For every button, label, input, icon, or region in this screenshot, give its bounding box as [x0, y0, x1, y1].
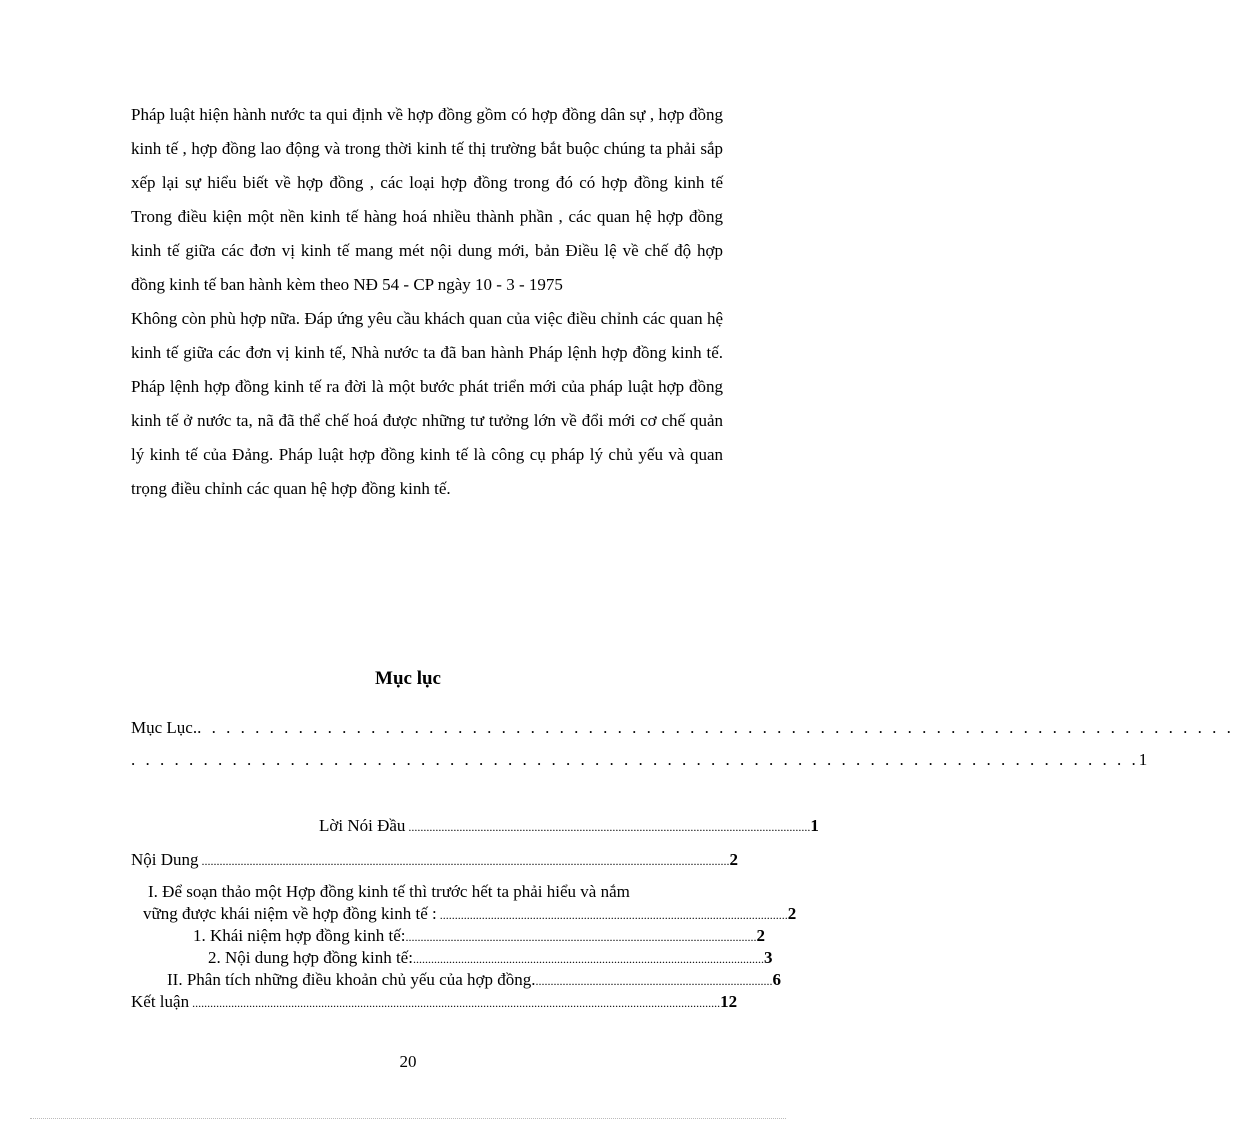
toc-entry-page: 3: [763, 948, 773, 967]
toc-entry-label: 2. Nội dung hợp đồng kinh tế:: [208, 948, 413, 967]
page-bottom-rule: [30, 1118, 786, 1119]
toc-entry-page: 1: [810, 816, 819, 835]
toc-entry-label: Nội Dung: [131, 850, 199, 869]
toc-entry-label: I. Để soạn thảo một Hợp đồng kinh tế thì trước hết ta phải hiểu và nắm: [148, 882, 630, 901]
dot-leader: ................................................................................................................................................................................: [189, 996, 721, 1010]
toc-title: Mục lục: [375, 668, 441, 689]
page-number: 20: [399, 1052, 417, 1071]
dot-leader: . . . . . . . . . . . . . . . . . . . . . . . . . . . . . . . . . . . . . . . . . . . . . . . . . . . . . . . . . . . . . . . . . . . . . . . .: [197, 718, 1234, 737]
toc-entry-muc-luc[interactable]: [131, 712, 1234, 776]
toc-entry-noi-dung[interactable]: [131, 849, 739, 871]
toc-entry-page: 12: [720, 992, 738, 1011]
toc-entry-section-i[interactable]: [131, 881, 797, 925]
toc-entry-section-ii[interactable]: [131, 969, 782, 991]
introduction: [131, 98, 723, 506]
toc-entry-label: II. Phân tích những điều khoản chủ yếu của hợp đồng.: [167, 970, 536, 989]
dot-leader: .....................................................................................................................: [405, 930, 757, 944]
toc-entry-section-i-1[interactable]: [131, 925, 765, 947]
toc-entry-label: Kết luận: [131, 992, 190, 1011]
dot-leader: ......................................................................................................................................: [405, 820, 811, 834]
toc-entry-label: Lời Nói Đầu: [319, 816, 406, 835]
intro-paragraph-1: Pháp luật hiện hành nước ta qui định về hợp đồng gồm có hợp đồng dân sự , hợp đồng kinh tế , hợp đồng lao động và trong thời kinh tế thị trường bắt buộc chúng ta phải sắp xếp lại sự hiểu biết về hợp đồng , các loại hợp đồng trong đó có hợp đồng kinh tế: [131, 105, 723, 192]
toc-entry-page: 2: [756, 926, 765, 945]
toc-entry-page: 1: [1138, 750, 1148, 769]
toc-entry-ket-luan[interactable]: [131, 991, 738, 1013]
intro-paragraph-2: Trong điều kiện một nền kinh tế hàng hoá nhiều thành phần , các quan hệ hợp đồng kinh tế giữa các đơn vị kinh tế mang mét nội dung mới, bản Điều lệ về chế độ hợp đồng kinh tế ban hành kèm theo NĐ 54 - CP ngày 10 - 3 - 1975: [131, 207, 723, 294]
dot-leader: . . . . . . . . . . . . . . . . . . . . . . . . . . . . . . . . . . . . . . . . . . . . . . . . . . . . . . . . . . . . . . . . . . . . . .: [131, 750, 1139, 769]
toc-entry-page: 2: [787, 904, 797, 923]
table-of-contents: [131, 815, 819, 1013]
dot-leader: .....................................................................................................................: [412, 952, 764, 966]
toc-entry-loi-noi-dau[interactable]: [131, 815, 819, 837]
intro-paragraph-3: Không còn phù hợp nữa. Đáp ứng yêu cầu khách quan của việc điều chỉnh các quan hệ kinh tế giữa các đơn vị kinh tế, Nhà nước ta đã ban hành Pháp lệnh hợp đồng kinh tế. Pháp lệnh hợp đồng kinh tế ra đời là một bước phát triển mới của pháp luật hợp đồng kinh tế ở nước ta, nã đã thể chế hoá được những tư tưởng lớn về đổi mới cơ chế quản lý kinh tế của Đảng. Pháp luật hợp đồng kinh tế là công cụ pháp lý chủ yếu và quan trọng điều chỉnh các quan hệ hợp đồng kinh tế.: [131, 309, 723, 498]
toc-entry-label: 1. Khái niệm hợp đồng kinh tế:: [193, 926, 406, 945]
dot-leader: ................................................................................................................................................................................: [198, 854, 730, 868]
toc-entry-section-i-2[interactable]: [131, 947, 773, 969]
toc-entry-label: Mục Lục.: [131, 718, 198, 737]
dot-leader: ....................................................................................................................: [436, 908, 788, 922]
toc-entry-page: 2: [729, 850, 739, 869]
dot-leader: ...............................................................................: [535, 974, 773, 988]
toc-entry-label-continued: vững được khái niệm về hợp đồng kinh tế :: [143, 904, 437, 923]
toc-entry-page: 6: [772, 970, 782, 989]
